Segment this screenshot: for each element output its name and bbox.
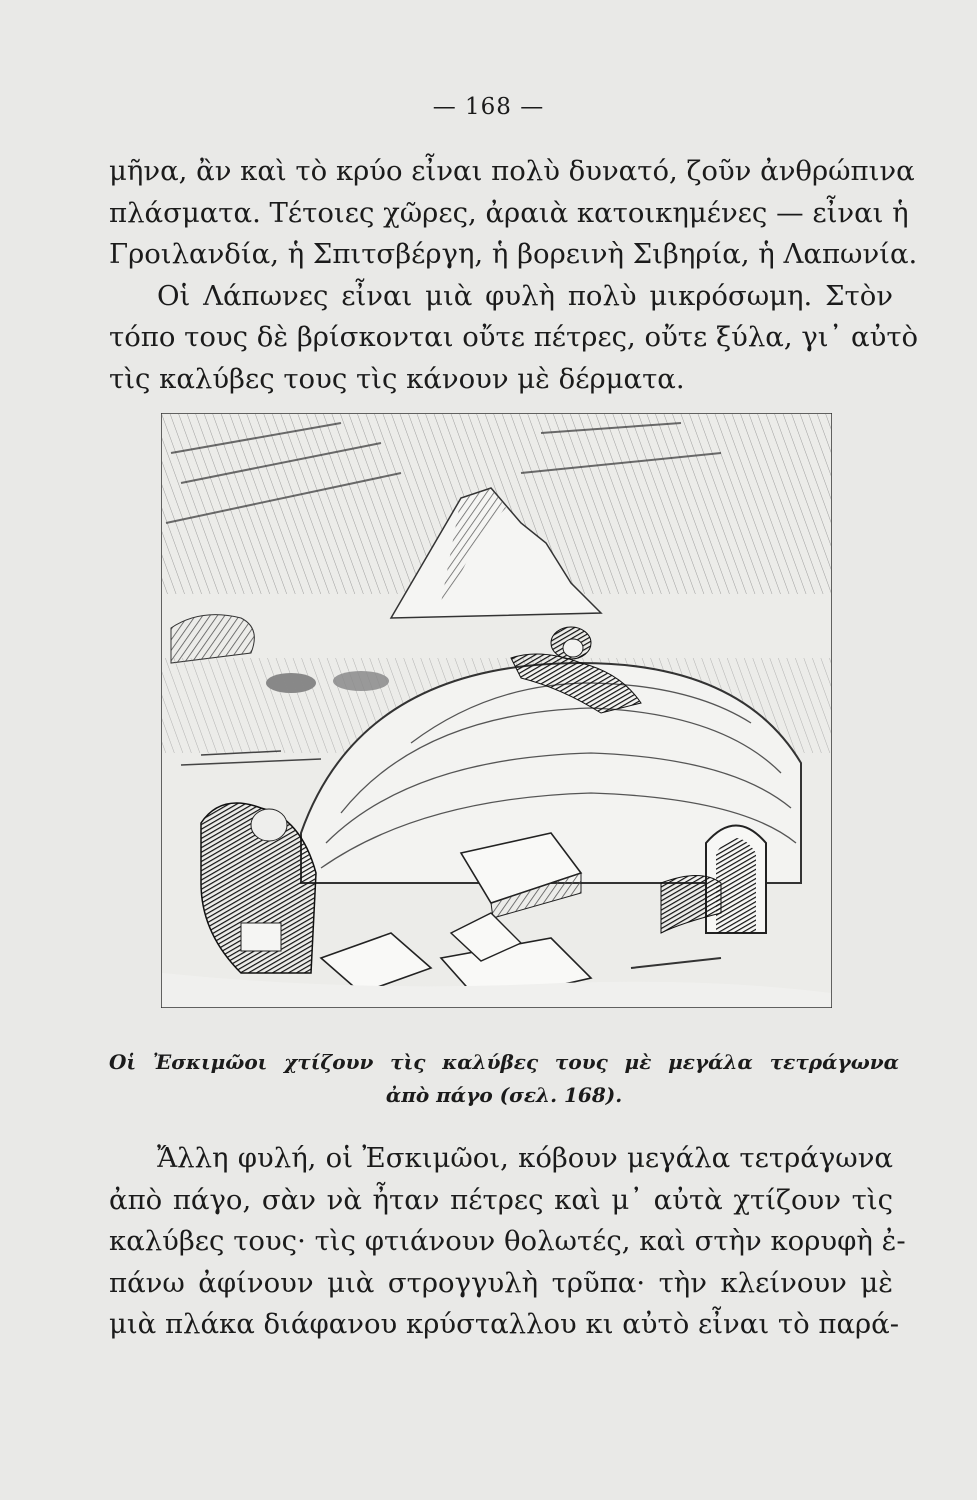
paragraph-line: πλάσματα. Τέτοιες χῶρες, ἀραιὰ κατοικημένες — εἶναι ἡ — [109, 196, 909, 229]
paragraph-1 — [109, 151, 919, 401]
paragraph-line: Οἱ Λάπωνες εἶναι μιὰ φυλὴ πολὺ μικρόσωμη. Στὸν — [157, 279, 893, 312]
figure-caption — [109, 1046, 899, 1112]
caption-line: ἀπὸ πάγο (σελ. 168). — [385, 1083, 623, 1107]
paragraph-line: πάνω ἀφίνουν μιὰ στρογγυλὴ τρῦπα· τὴν κλείνουν μὲ — [109, 1266, 893, 1299]
paragraph-line: Ἄλλη φυλή, οἱ Ἐσκιμῶοι, κόβουν μεγάλα τετράγωνα — [157, 1142, 893, 1174]
paragraph-2 — [109, 1138, 906, 1346]
paragraph-line: καλύβες τους· τὶς φτιάνουν θολωτές, καὶ στὴν κορυφὴ ἐ- — [109, 1225, 906, 1258]
paragraph-line: Γροιλανδία, ἡ Σπιτσβέργη, ἡ βορεινὴ Σιβηρία, ἡ Λαπωνία. — [109, 238, 918, 271]
page-number: — 168 — — [432, 94, 545, 120]
paragraph-line: τόπο τους δὲ βρίσκονται οὔτε πέτρες, οὔτε ξύλα, γι᾿ αὐτὸ — [109, 321, 919, 354]
caption-line: Οἱ Ἐσκιμῶοι χτίζουν τὶς καλύβες τους μὲ μεγάλα τετράγωνα — [109, 1050, 899, 1074]
paragraph-line: ἀπὸ πάγο, σὰν νὰ ἦταν πέτρες καὶ μ᾿ αὐτὰ χτίζουν τὶς — [109, 1183, 893, 1216]
igloo-building-illustration — [161, 413, 832, 1008]
paragraph-line: τὶς καλύβες τους τὶς κάνουν μὲ δέρματα. — [109, 362, 685, 395]
paragraph-line: μῆνα, ἂν καὶ τὸ κρύο εἶναι πολὺ δυνατό, ζοῦν ἀνθρώπινα — [109, 155, 915, 187]
paragraph-line: μιὰ πλάκα διάφανου κρύσταλλου κι αὐτὸ εἶναι τὸ παρά- — [109, 1308, 900, 1341]
